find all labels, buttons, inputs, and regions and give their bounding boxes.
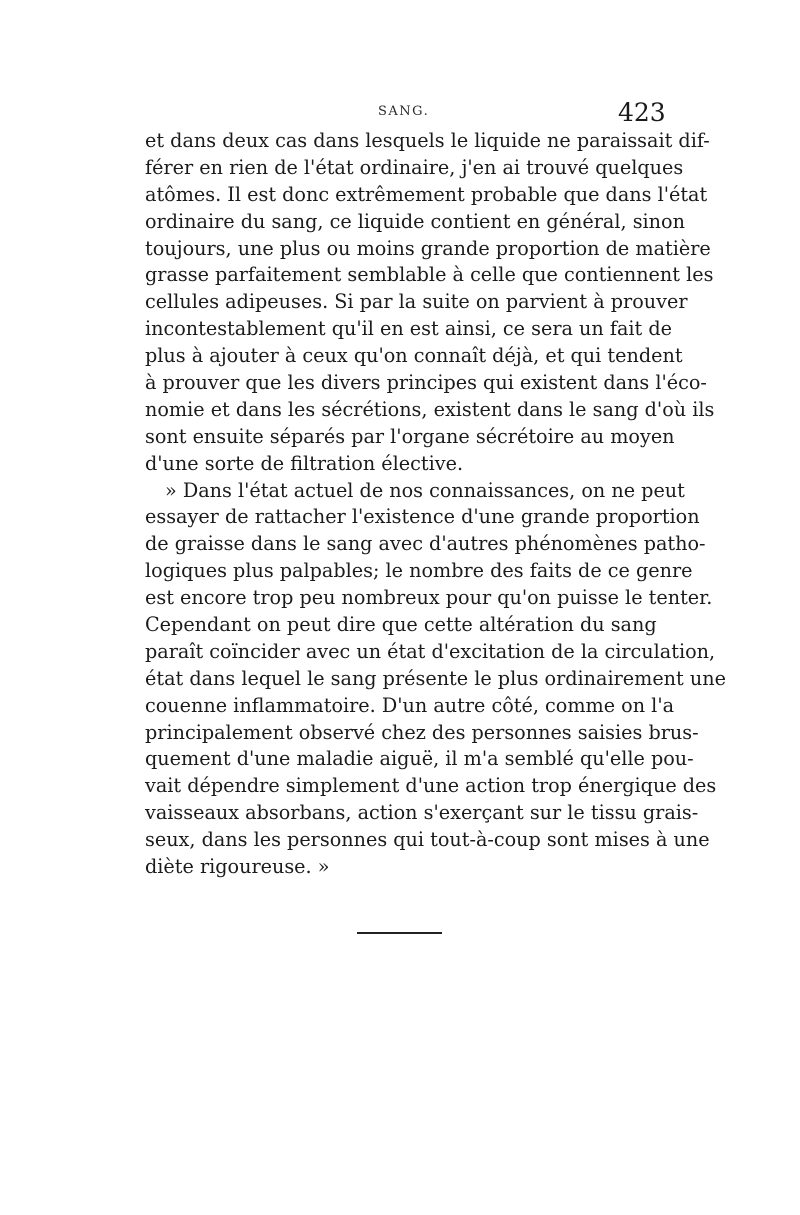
text-line: toujours, une plus ou moins grande proportion de matière xyxy=(145,236,711,260)
text-line: couenne inflammatoire. D'un autre côté, comme on l'a xyxy=(145,693,675,717)
text-line: grasse parfaitement semblable à celle que contiennent les xyxy=(145,263,714,287)
text-line: état dans lequel le sang présente le plus ordinairement une xyxy=(145,666,726,690)
text-line: diète rigoureuse. » xyxy=(145,855,330,879)
text-line: quement d'une maladie aiguë, il m'a semblé qu'elle pou- xyxy=(145,747,694,771)
text-line: d'une sorte de filtration élective. xyxy=(145,451,464,475)
text-line: essayer de rattacher l'existence d'une grande proportion xyxy=(145,505,700,529)
text-line: férer en rien de l'état ordinaire, j'en ai trouvé quelques xyxy=(145,155,684,179)
text-line: » Dans l'état actuel de nos connaissances, on ne peut xyxy=(165,478,685,502)
section-divider xyxy=(357,932,442,934)
text-line: et dans deux cas dans lesquels le liquide ne paraissait dif- xyxy=(145,129,710,152)
page-number: 423 xyxy=(618,98,666,127)
text-line: cellules adipeuses. Si par la suite on parvient à prouver xyxy=(145,290,688,314)
text-line: nomie et dans les sécrétions, existent dans le sang d'où ils xyxy=(145,397,715,421)
text-line: vaisseaux absorbans, action s'exerçant sur le tissu grais- xyxy=(145,801,699,825)
text-line: Cependant on peut dire que cette altération du sang xyxy=(145,613,657,637)
text-line: plus à ajouter à ceux qu'on connaît déjà, et qui tendent xyxy=(145,344,683,368)
text-line: à prouver que les divers principes qui existent dans l'éco- xyxy=(145,371,707,395)
text-line: logiques plus palpables; le nombre des faits de ce genre xyxy=(145,559,693,583)
text-line: seux, dans les personnes qui tout-à-coup sont mises à une xyxy=(145,828,710,852)
text-line: ordinaire du sang, ce liquide contient en général, sinon xyxy=(145,209,685,233)
text-line: principalement observé chez des personnes saisies brus- xyxy=(145,720,699,744)
text-line: paraît coïncider avec un état d'excitation de la circulation, xyxy=(145,639,716,663)
text-line: de graisse dans le sang avec d'autres phénomènes patho- xyxy=(145,532,706,556)
text-line: sont ensuite séparés par l'organe sécrétoire au moyen xyxy=(145,424,675,448)
text-line: vait dépendre simplement d'une action trop énergique des xyxy=(145,774,717,798)
text-line: incontestablement qu'il en est ainsi, ce sera un fait de xyxy=(145,317,672,341)
text-line: atômes. Il est donc extrêmement probable que dans l'état xyxy=(145,182,708,206)
running-head: SANG. xyxy=(378,104,430,119)
text-line: est encore trop peu nombreux pour qu'on puisse le tenter. xyxy=(145,586,713,610)
body-text xyxy=(145,128,726,881)
